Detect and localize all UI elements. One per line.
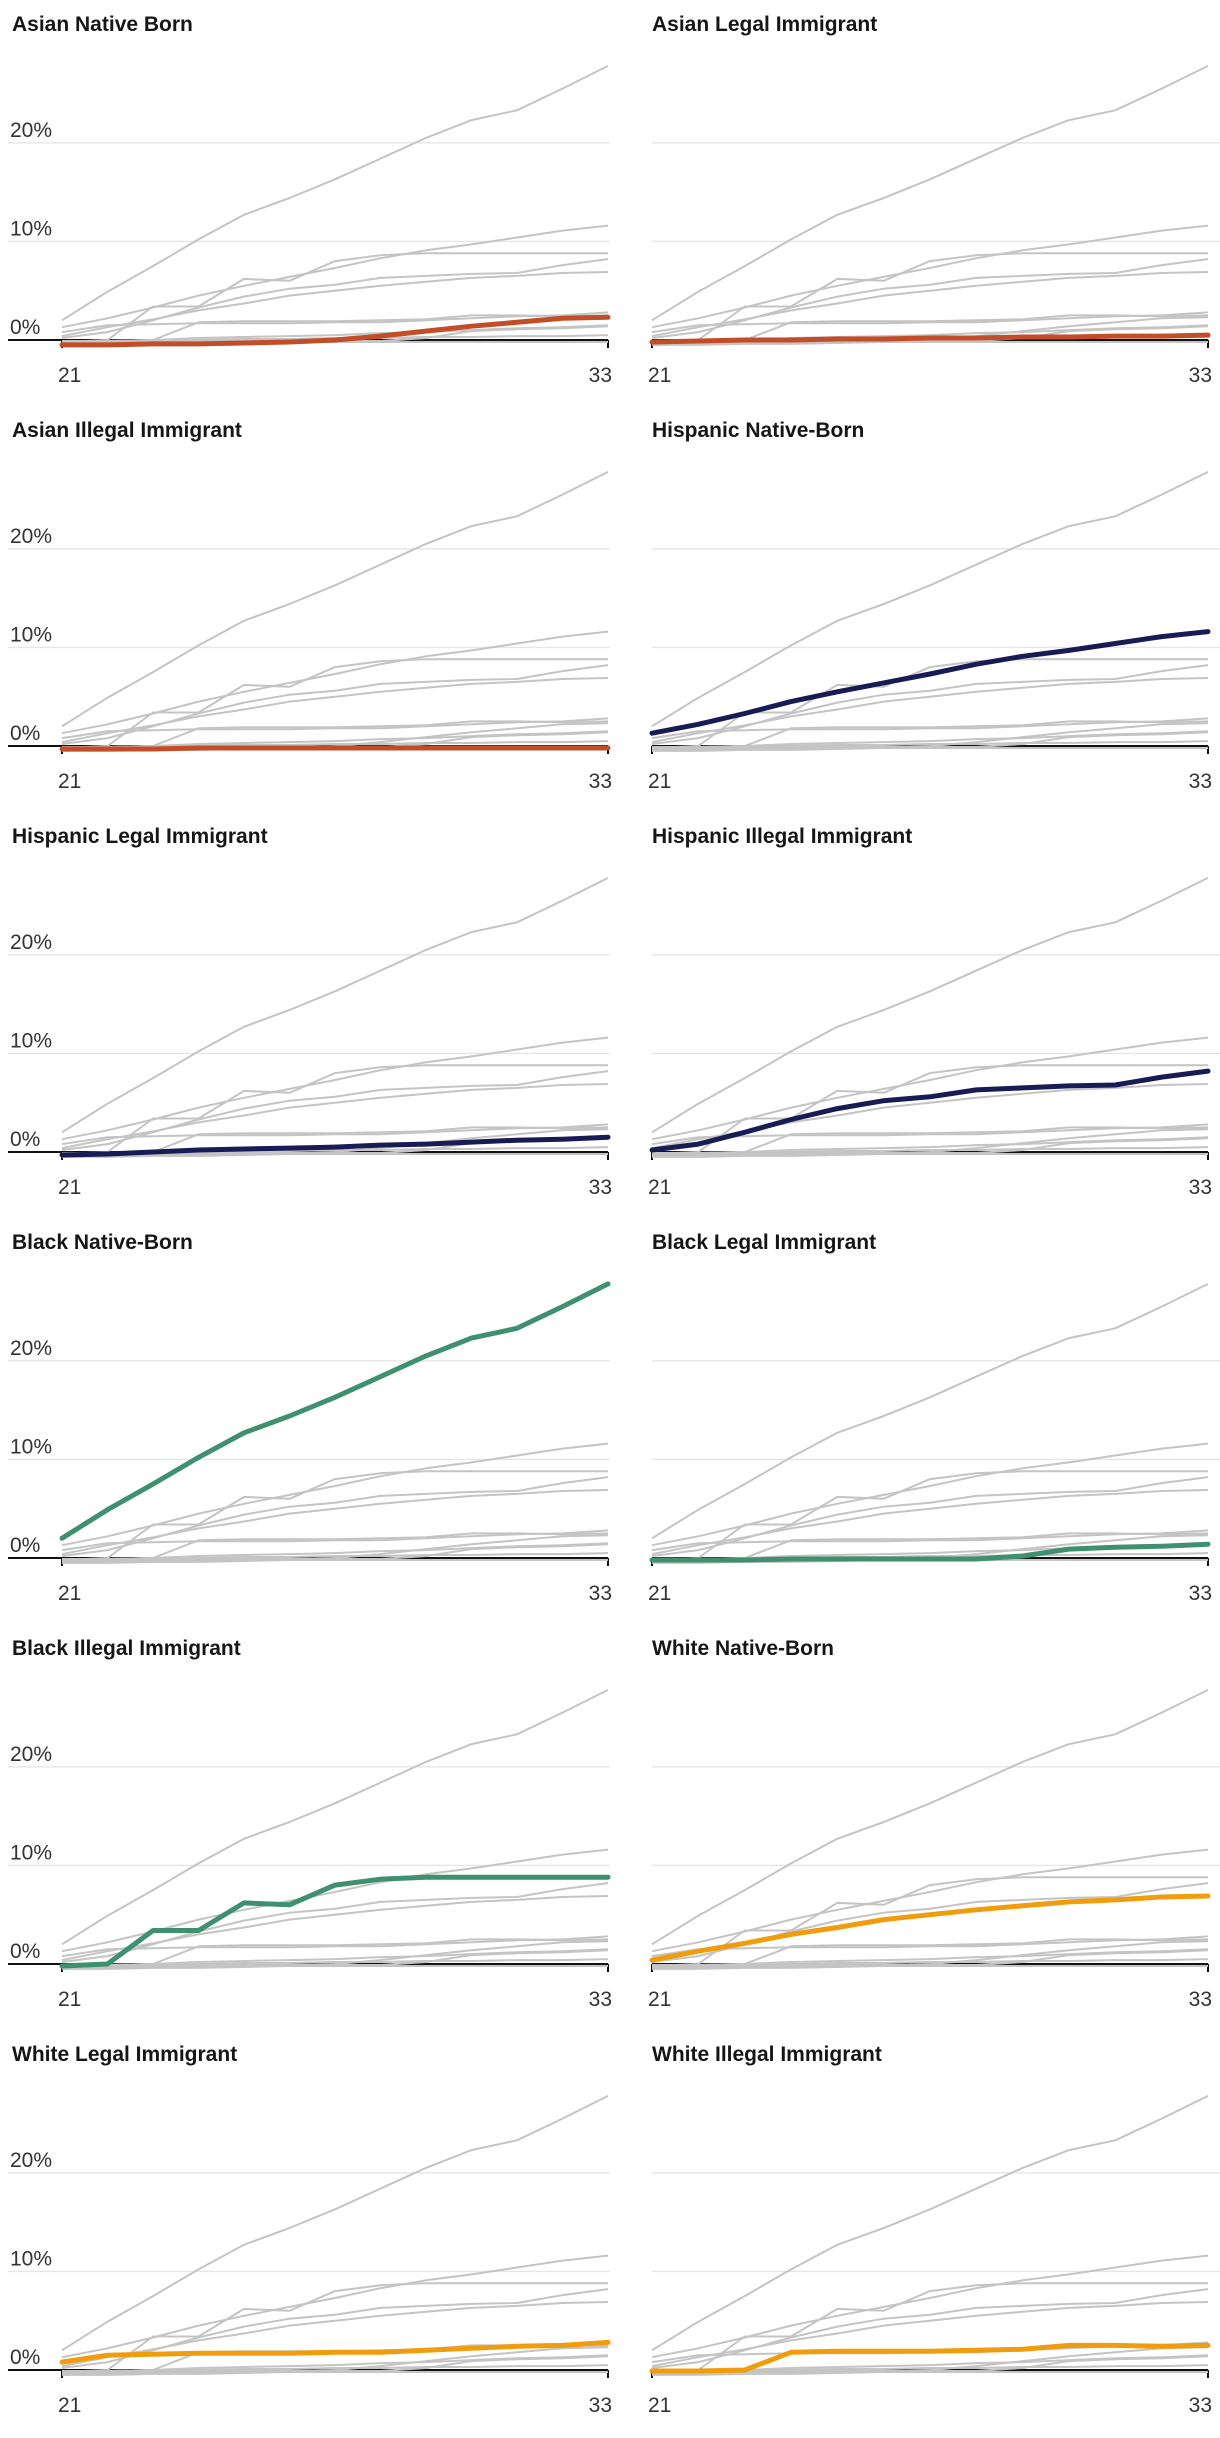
panel-chart (610, 1218, 1220, 1624)
series-line-background (652, 678, 1208, 742)
y-axis-label: 0% (10, 722, 41, 745)
y-axis-label: 10% (10, 1029, 53, 1053)
series-line-background (652, 1084, 1208, 1148)
y-axis-label: 10% (10, 1435, 53, 1459)
x-axis-label-start: 21 (58, 2394, 82, 2417)
series-line-background (652, 1690, 1208, 1944)
x-axis-label-end: 33 (588, 1582, 612, 1605)
x-axis-label-start: 21 (648, 1176, 672, 1199)
chart-panel (0, 2030, 610, 2436)
panel-chart (0, 1218, 610, 1624)
x-axis-label-start: 21 (58, 1582, 82, 1605)
x-axis-label-start: 21 (648, 364, 672, 387)
y-axis-label: 20% (10, 524, 53, 548)
chart-panel (0, 1624, 610, 2030)
panel-chart (0, 2030, 610, 2436)
y-axis-label: 20% (10, 930, 53, 954)
chart-panel (0, 1218, 610, 1624)
y-axis-label: 20% (10, 1336, 53, 1360)
y-axis-label: 0% (10, 316, 41, 339)
panel-title: Black Legal Immigrant (652, 1231, 877, 1254)
x-axis-label-end: 33 (1188, 2394, 1212, 2417)
x-axis-label-end: 33 (1188, 364, 1212, 387)
x-axis-label-start: 21 (58, 1176, 82, 1199)
y-axis-label: 0% (10, 1534, 41, 1557)
chart-panel (610, 1624, 1220, 2030)
y-axis-label: 20% (10, 2148, 53, 2172)
x-axis-label-end: 33 (588, 1176, 612, 1199)
panel-title: Hispanic Legal Immigrant (12, 825, 268, 848)
y-axis-label: 10% (10, 217, 53, 241)
panel-title: White Illegal Immigrant (652, 2043, 882, 2066)
panel-chart (610, 1624, 1220, 2030)
y-axis-label: 0% (10, 2346, 41, 2369)
series-line-background (62, 1896, 608, 1960)
panel-chart (0, 812, 610, 1218)
panel-chart (0, 1624, 610, 2030)
chart-panel (610, 2030, 1220, 2436)
x-axis-label-start: 21 (58, 364, 82, 387)
panel-title: Asian Illegal Immigrant (12, 419, 242, 442)
series-line-background (62, 878, 608, 1132)
x-axis-label-start: 21 (58, 770, 82, 793)
x-axis-label-start: 21 (648, 770, 672, 793)
x-axis-label-start: 21 (648, 1582, 672, 1605)
x-axis-label-start: 21 (648, 1988, 672, 2011)
series-line-background (652, 1284, 1208, 1538)
panel-title: Hispanic Native-Born (652, 419, 865, 442)
series-line-background (652, 66, 1208, 320)
x-axis-label-end: 33 (1188, 1176, 1212, 1199)
panel-title: Hispanic Illegal Immigrant (652, 825, 913, 848)
panel-title: Asian Native Born (12, 13, 193, 36)
chart-panel (610, 812, 1220, 1218)
chart-panel (0, 406, 610, 812)
series-line-highlight (62, 748, 608, 749)
y-axis-label: 0% (10, 1940, 41, 1963)
x-axis-label-end: 33 (1188, 1582, 1212, 1605)
panel-chart (610, 0, 1220, 406)
x-axis-label-end: 33 (1188, 770, 1212, 793)
series-line-background (652, 1490, 1208, 1554)
series-line-highlight (652, 1896, 1208, 1960)
chart-panel (610, 406, 1220, 812)
chart-panel (610, 0, 1220, 406)
y-axis-label: 10% (10, 623, 53, 647)
x-axis-label-end: 33 (1188, 1988, 1212, 2011)
chart-panel (0, 812, 610, 1218)
panel-chart (0, 0, 610, 406)
series-line-background (652, 472, 1208, 726)
x-axis-label-end: 33 (588, 1988, 612, 2011)
panel-chart (610, 406, 1220, 812)
series-line-highlight (62, 1284, 608, 1538)
panel-title: White Legal Immigrant (12, 2043, 238, 2066)
series-line-background (652, 2096, 1208, 2350)
panel-chart (610, 812, 1220, 1218)
panel-title: Black Illegal Immigrant (12, 1637, 241, 1660)
series-line-background (652, 878, 1208, 1132)
y-axis-label: 20% (10, 118, 53, 142)
y-axis-label: 0% (10, 1128, 41, 1151)
panel-title: Black Native-Born (12, 1231, 193, 1254)
y-axis-label: 10% (10, 2247, 53, 2271)
x-axis-label-end: 33 (588, 770, 612, 793)
series-line-background (62, 2096, 608, 2350)
chart-panel (0, 0, 610, 406)
series-line-background (62, 472, 608, 726)
series-line-background (62, 678, 608, 742)
panel-title: Asian Legal Immigrant (652, 13, 878, 36)
series-line-background (62, 1690, 608, 1944)
x-axis-label-end: 33 (588, 364, 612, 387)
panel-chart (610, 2030, 1220, 2436)
series-line-background (652, 2302, 1208, 2366)
chart-panel (610, 1218, 1220, 1624)
panel-title: White Native-Born (652, 1637, 835, 1660)
series-line-background (652, 272, 1208, 336)
y-axis-label: 10% (10, 1841, 53, 1865)
series-line-background (62, 272, 608, 336)
series-line-background (62, 1490, 608, 1554)
x-axis-label-end: 33 (588, 2394, 612, 2417)
x-axis-label-start: 21 (58, 1988, 82, 2011)
y-axis-label: 20% (10, 1742, 53, 1766)
panel-chart (0, 406, 610, 812)
x-axis-label-start: 21 (648, 2394, 672, 2417)
series-line-background (62, 66, 608, 320)
